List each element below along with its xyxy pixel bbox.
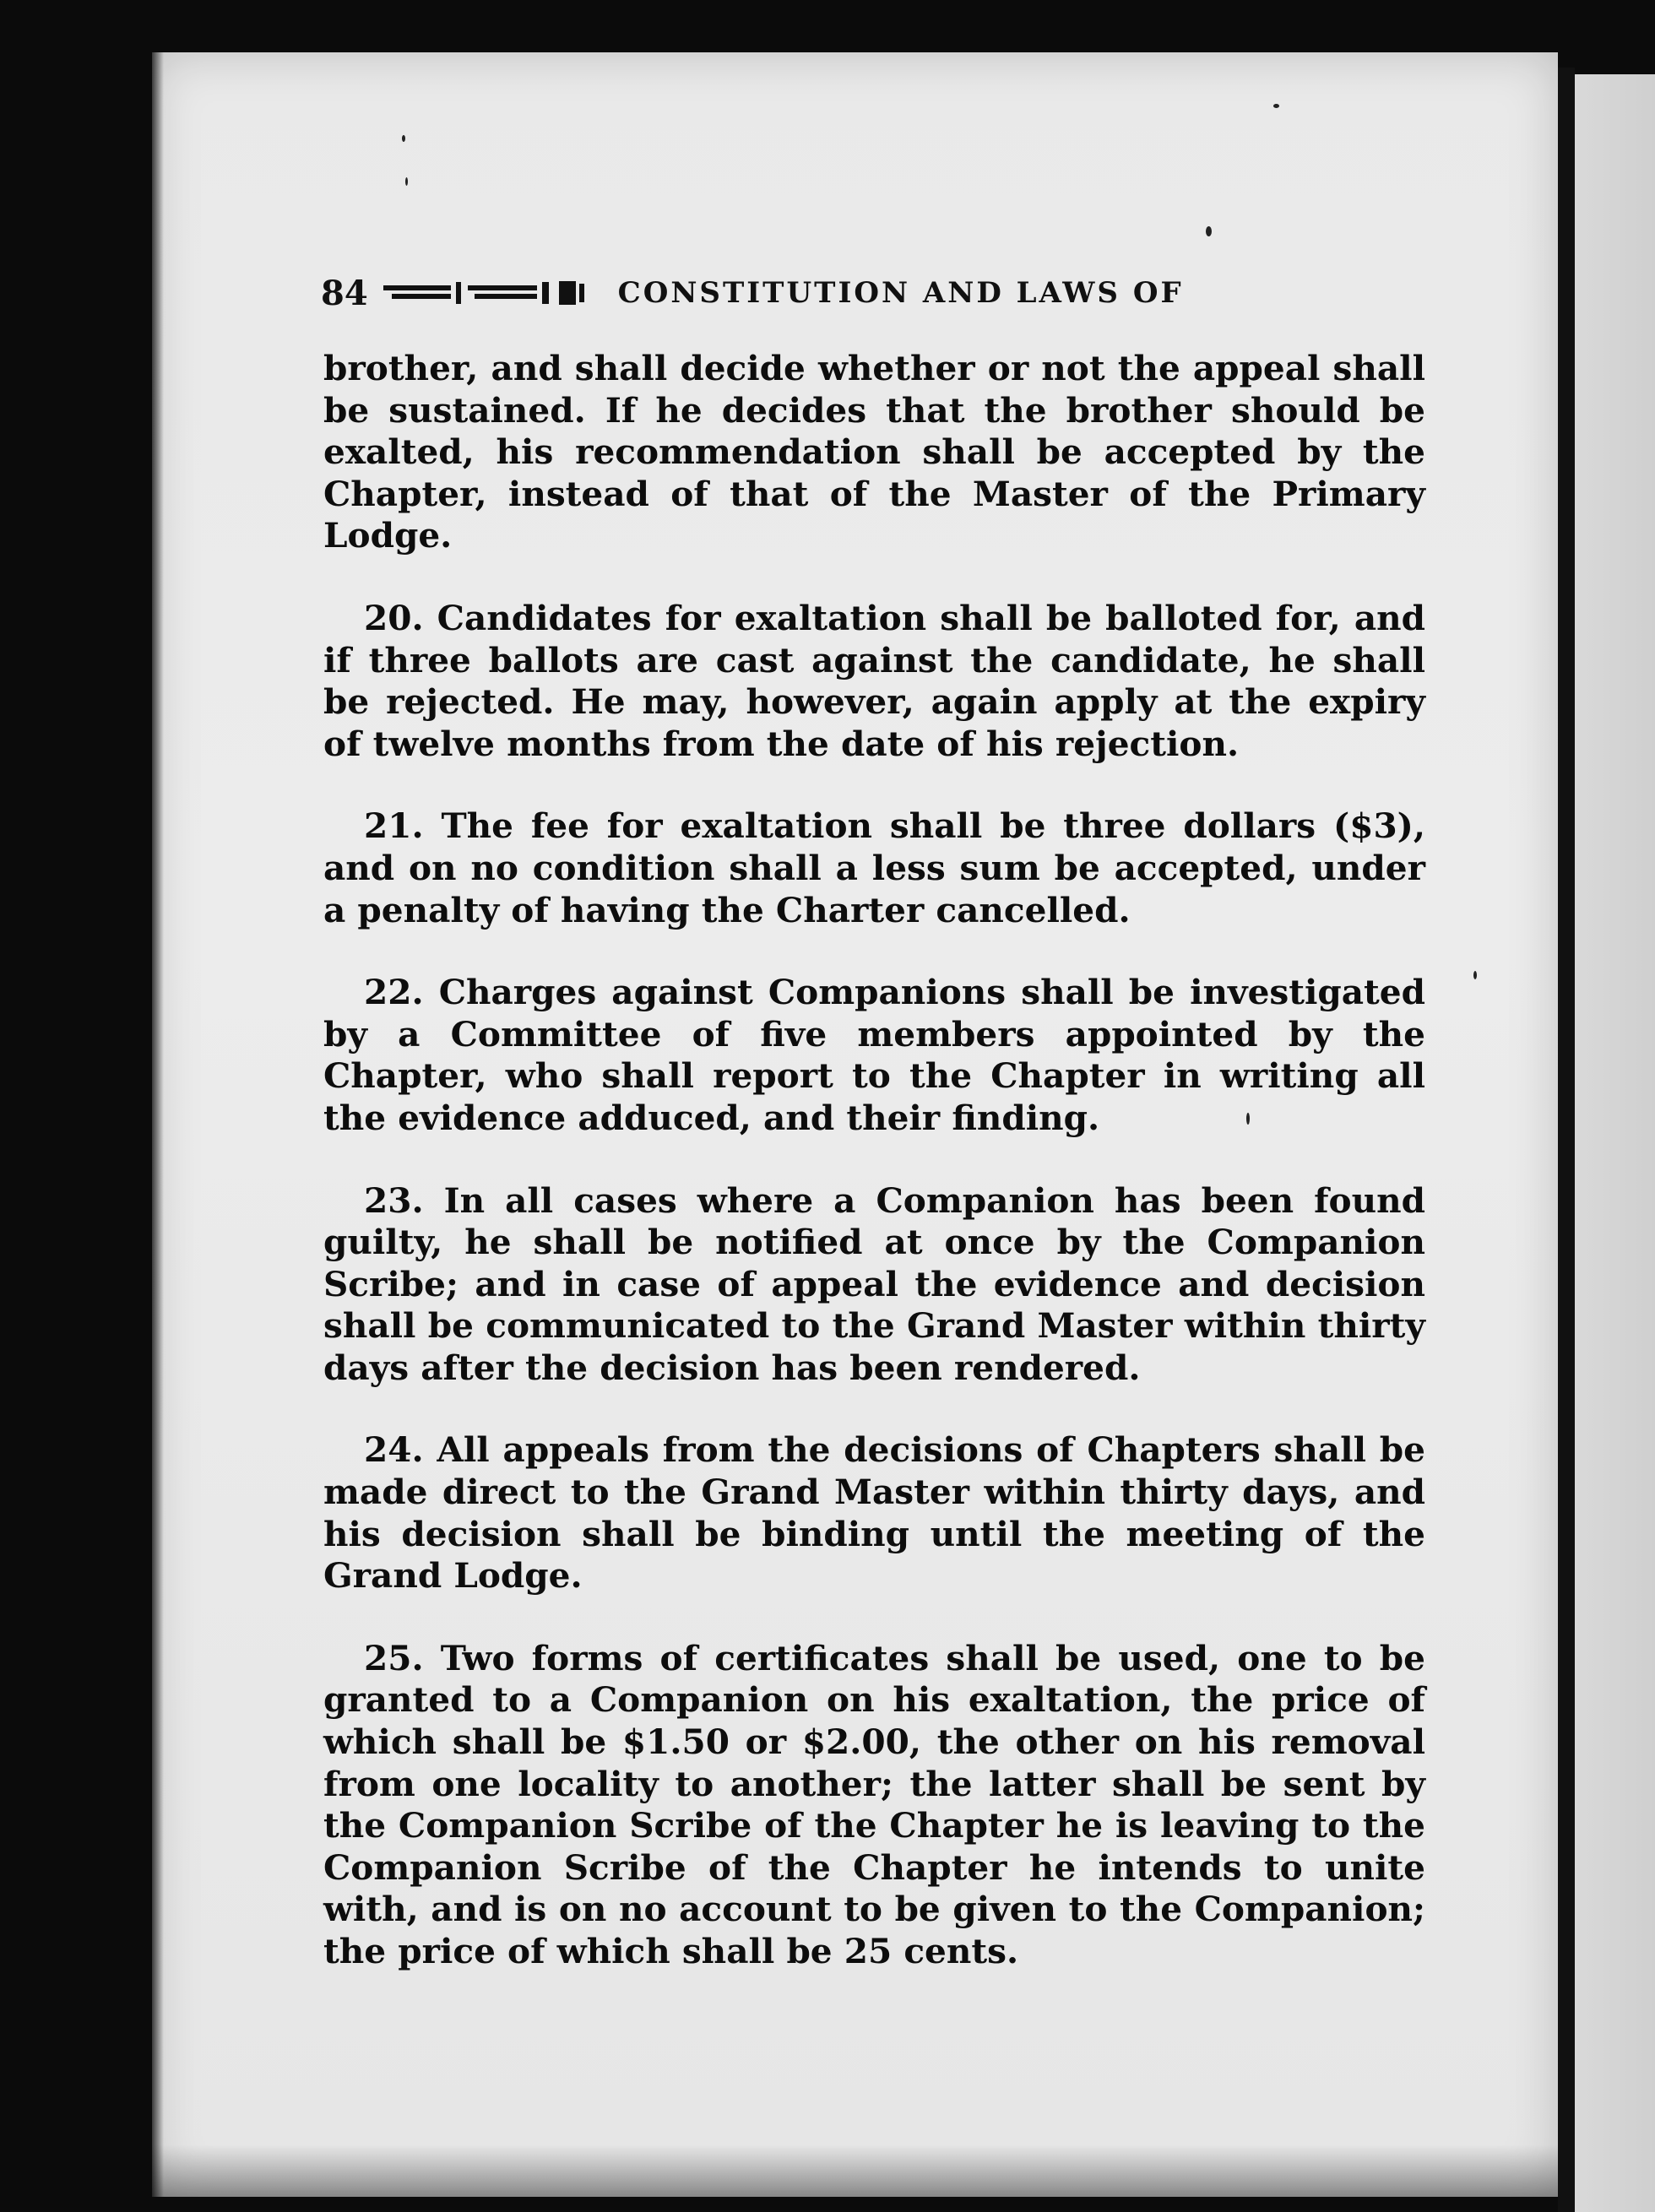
printer-ornament-icon <box>380 279 601 307</box>
scan-speck <box>1473 971 1477 979</box>
paragraph-continuation: brother, and shall decide whether or not the appeal shall be sustained. If he decides that the brother should be exalted, his recommendation shall be accepted by the Chapter, instead of that of the Master of the Primary Lodge. <box>323 348 1425 556</box>
paragraph-gap <box>323 931 1425 972</box>
page-left-edge-shadow <box>152 52 164 2197</box>
paragraph-section-21: 21. The fee for exaltation shall be three dollars ($3), and on no condition shall a less sum be accepted, under a penalty of having the Charter cancelled. <box>323 805 1425 930</box>
scan-speck <box>1273 104 1279 108</box>
running-head-title: CONSTITUTION AND LAWS OF <box>617 276 1184 310</box>
adjacent-page-edge <box>1575 74 1655 2212</box>
scan-speck <box>402 135 405 142</box>
scan-speck <box>405 177 408 186</box>
paragraph-section-25: 25. Two forms of certificates shall be used, one to be granted to a Companion on his exaltation, the price of which shall be $1.50 or $2.00, the other on his removal from one locality to another; the latter shall be sent by the Companion Scribe of the Chapter he is leaving to the Companion Scribe of the Chapter he intends to unite with, and is on no account to be given to the Companion; the price of which shall be 25 cents. <box>323 1637 1425 1971</box>
paragraph-section-24: 24. All appeals from the decisions of Chapters shall be made direct to the Grand Master within thirty days, and his decision shall be binding until the meeting of the Grand Lodge. <box>323 1429 1425 1597</box>
paragraph-gap <box>323 1389 1425 1429</box>
book-gutter <box>1558 68 1575 2212</box>
paragraph-gap <box>323 557 1425 598</box>
paragraph-gap <box>323 1597 1425 1638</box>
running-head <box>321 272 1419 314</box>
page-body <box>323 348 1425 1973</box>
paragraph-gap <box>323 1140 1425 1180</box>
paragraph-section-22: 22. Charges against Companions shall be investigated by a Committee of five members appointed by the Chapter, who shall report to the Chapter in writing all the evidence adduced, and their finding. <box>323 972 1425 1138</box>
paragraph-section-20: 20. Candidates for exaltation shall be balloted for, and if three ballots are cast against the candidate, he shall be rejected. He may, however, again apply at the expiry of twelve months from the date of his rejection. <box>323 597 1425 764</box>
scan-speck <box>1206 226 1212 236</box>
page-number: 84 <box>321 273 368 313</box>
paragraph-gap <box>323 765 1425 805</box>
paragraph-section-23: 23. In all cases where a Companion has been found guilty, he shall be notified at once by the Companion Scribe; and in case of appeal the evidence and decision shall be communicated to the Grand Master within thirty days after the decision has been rendered. <box>323 1179 1425 1388</box>
page-bottom-shadow <box>152 2144 1558 2197</box>
